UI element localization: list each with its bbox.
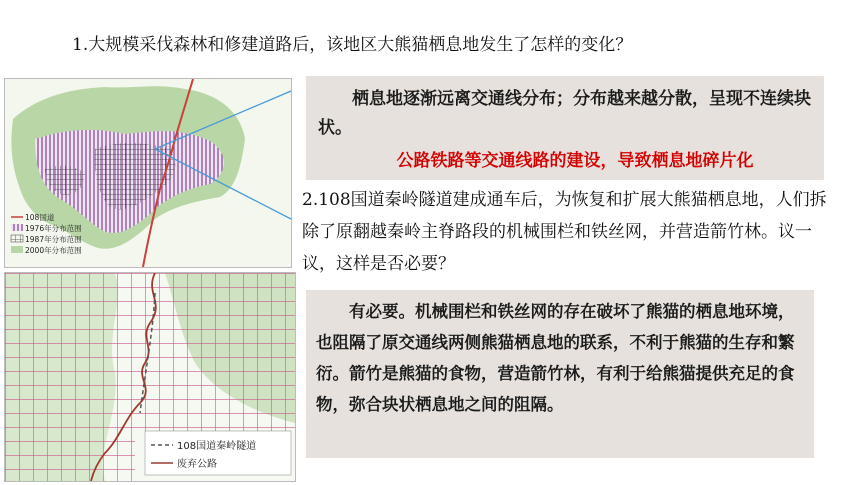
question-2: 2.108国道秦岭隧道建成通车后，为恢复和扩展大熊猫栖息地，人们拆除了原翻越秦岭主脊路段的机械围栏和铁丝网，并营造箭竹林。议一议，这样是否必要？ <box>302 190 827 274</box>
answer-2-text: 有必要。机械围栏和铁丝网的存在破坏了熊猫的栖息地环境，也阻隔了原交通线两侧熊猫栖息地的联系，不利于熊猫的生存和繁衍。箭竹是熊猫的食物，营造箭竹林，有利于给熊猫提供充足的食物，弥合块状栖息地之间的阻隔。 <box>316 302 795 414</box>
answer-1-main: 栖息地逐渐远离交通线分布；分布越来越分散，呈现不连续块状。 <box>318 89 811 138</box>
legend-1987-swatch <box>11 235 23 242</box>
legend-1976-label: 1976年分布范围 <box>25 224 82 233</box>
legend-tunnel-label: 108国道秦岭隧道 <box>177 441 257 452</box>
answer-1-highlight: 公路铁路等交通线路的建设，导致栖息地碎片化 <box>396 151 754 171</box>
map2-legend-box <box>145 431 291 475</box>
legend-1987-label: 1987年分布范围 <box>25 235 82 244</box>
question-1: 1.大规模采伐森林和修建道路后，该地区大熊猫栖息地发生了怎样的变化？ <box>72 35 633 55</box>
tunnel-map-graphic <box>5 273 295 481</box>
legend-1976-swatch <box>11 224 23 231</box>
legend-road-label: 108国道 <box>25 213 55 222</box>
legend-2000-label: 2000年分布范围 <box>25 246 82 255</box>
habitat-map-graphic <box>5 79 291 267</box>
legend-abandoned-road-label: 废弃公路 <box>177 459 217 470</box>
answer-1-box <box>306 76 824 180</box>
tunnel-road-map <box>4 272 296 482</box>
legend-2000-swatch <box>11 246 23 253</box>
answer-2-box <box>306 290 814 458</box>
habitat-distribution-map <box>4 78 292 268</box>
